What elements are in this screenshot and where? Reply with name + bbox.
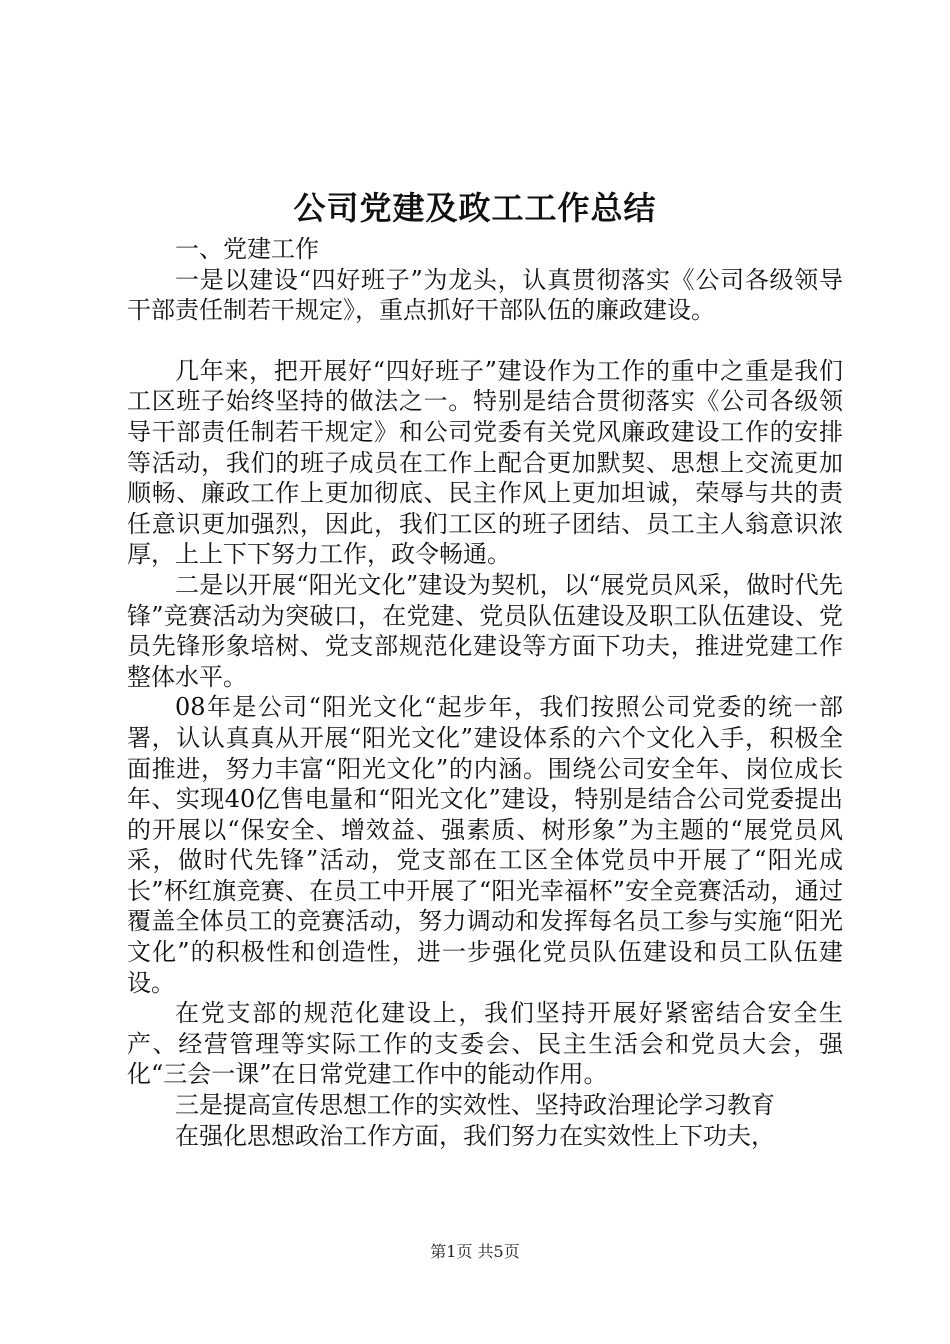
paragraph-sunshine-culture: 08年是公司“阳光文化“起步年，我们按照公司党委的统一部署，认认真真从开展“阳光文化”建设体系的六个文化入手，积极全面推进，努力丰富“阳光文化”的内涵。围绕公司安全年、岗位成长年、实现40亿售电量和“阳光文化”建设，特别是结合公司党委提出的开展以“保安全、增效益、强素质、树形象”为主题的“展党员风采，做时代先锋”活动，党支部在工区全体党员中开展了“阳光成长”杯红旗竞赛、在员工中开展了“阳光幸福杯”安全竞赛活动，通过覆盖全体员工的竞赛活动，努力调动和发挥每名员工参与实施“阳光文化”的积极性和创造性，进一步强化党员队伍建设和员工队伍建设。 xyxy=(127,693,843,997)
page-footer: 第1页 共5页 xyxy=(430,1242,520,1261)
paragraph-years-review: 几年来，把开展好“四好班子”建设作为工作的重中之重是我们工区班子始终坚持的做法之一。特别是结合贯彻落实《公司各级领导干部责任制若干规定》和公司党委有关党风廉政建设工作的安排等活动，我们的班子成员在工作上配合更加默契、思想上交流更加顺畅、廉政工作上更加彻底、民主作风上更加坦诚，荣辱与共的责任意识更加强烈，因此，我们工区的班子团结、员工主人翁意识浓厚，上上下下努力工作，政令畅通。 xyxy=(127,356,843,569)
paragraph-ideological-work: 在强化思想政治工作方面，我们努力在实效性上下功夫， xyxy=(175,1121,775,1150)
document-title: 公司党建及政工工作总结 xyxy=(293,189,657,227)
paragraph-spacer xyxy=(127,326,843,356)
document-body xyxy=(127,234,843,1151)
paragraph-point-two: 二是以开展“阳光文化”建设为契机，以“展党员风采，做时代先锋”竞赛活动为突破口，在党建、党员队伍建设及职工队伍建设、党员先锋形象培树、党支部规范化建设等方面下功夫，推进党建工作整体水平。 xyxy=(127,570,843,691)
paragraph-section-heading: 一、党建工作 xyxy=(175,235,319,263)
paragraph-branch-standardization: 在党支部的规范化建设上，我们坚持开展好紧密结合安全生产、经营管理等实际工作的支委会、民主生活会和党员大会，强化“三会一课”在日常党建工作中的能动作用。 xyxy=(127,999,843,1089)
paragraph-point-three: 三是提高宣传思想工作的实效性、坚持政治理论学习教育 xyxy=(175,1091,775,1120)
paragraph-point-one: 一是以建设“四好班子”为龙头，认真贯彻落实《公司各级领导干部责任制若干规定》，重点抓好干部队伍的廉政建设。 xyxy=(127,265,843,325)
